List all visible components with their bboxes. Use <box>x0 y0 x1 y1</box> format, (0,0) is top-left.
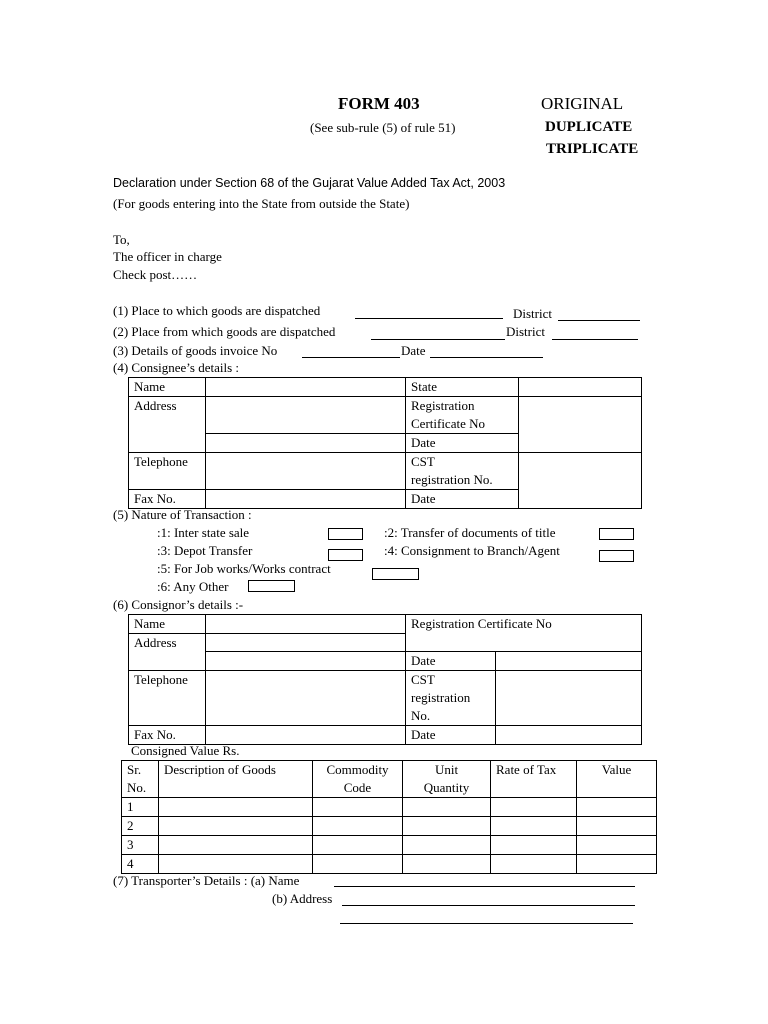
consignee-address-cell-2[interactable] <box>206 434 406 453</box>
consignee-address-cell-1[interactable] <box>206 397 406 434</box>
field-place-from-district-blank[interactable] <box>552 339 638 340</box>
consignee-cst-cell[interactable] <box>519 453 642 509</box>
consignee-telephone-label: Telephone <box>129 453 206 490</box>
consignee-name-cell[interactable] <box>206 378 406 397</box>
goods-cell[interactable] <box>577 855 657 874</box>
table-row <box>122 855 657 874</box>
table-row <box>122 798 657 817</box>
consignee-telephone-cell[interactable] <box>206 453 406 490</box>
goods-cell[interactable] <box>403 798 491 817</box>
address-officer: The officer in charge <box>113 249 222 264</box>
goods-cell[interactable] <box>159 855 313 874</box>
goods-header-description: Description of Goods <box>159 761 313 798</box>
transaction-option-1-checkbox[interactable] <box>328 528 363 540</box>
consignee-name-label: Name <box>129 378 206 397</box>
field-invoice-date-blank[interactable] <box>430 357 543 358</box>
sub-rule-reference: (See sub-rule (5) of rule 51) <box>310 120 456 135</box>
transporter-name-blank[interactable] <box>334 886 635 887</box>
field-place-to-district-label: District <box>513 306 552 321</box>
field-place-to-label: (1) Place to which goods are dispatched <box>113 303 321 318</box>
goods-table <box>121 760 657 874</box>
transporter-name-label: (7) Transporter’s Details : (a) Name <box>113 873 300 888</box>
goods-cell[interactable] <box>403 836 491 855</box>
goods-cell[interactable] <box>491 798 577 817</box>
consignor-telephone-cell[interactable] <box>206 671 406 726</box>
goods-cell[interactable] <box>313 836 403 855</box>
address-to: To, <box>113 232 130 247</box>
transporter-address-label: (b) Address <box>272 891 333 906</box>
table-row <box>122 836 657 855</box>
consignor-fax-label: Fax No. <box>129 726 206 745</box>
transaction-option-3-label: :3: Depot Transfer <box>157 543 253 558</box>
consignor-date-label-2: Date <box>406 726 496 745</box>
consignor-address-label: Address <box>129 634 206 671</box>
consignor-table <box>128 614 642 745</box>
goods-header-unit: Unit Quantity <box>403 761 491 798</box>
goods-cell[interactable] <box>491 855 577 874</box>
consignee-date-label-1: Date <box>406 434 519 453</box>
goods-row-number: 1 <box>122 798 159 817</box>
goods-cell[interactable] <box>577 836 657 855</box>
consignor-reg-cert-label[interactable]: Registration Certificate No <box>406 615 642 652</box>
transaction-option-4-checkbox[interactable] <box>599 550 634 562</box>
field-invoice-blank[interactable] <box>302 357 400 358</box>
goods-cell[interactable] <box>159 817 313 836</box>
field-place-to-blank[interactable] <box>355 318 503 319</box>
goods-header-sr: Sr. No. <box>122 761 159 798</box>
goods-cell[interactable] <box>577 798 657 817</box>
goods-cell[interactable] <box>313 817 403 836</box>
transaction-option-3-checkbox[interactable] <box>328 549 363 561</box>
copy-label-duplicate: DUPLICATE <box>545 119 633 135</box>
consignee-reg-cert-cell[interactable] <box>519 397 642 453</box>
consignee-address-label: Address <box>129 397 206 453</box>
consignor-name-cell[interactable] <box>206 615 406 634</box>
consignee-state-cell[interactable] <box>519 378 642 397</box>
transporter-address-blank-2[interactable] <box>340 923 633 924</box>
field-place-from-district-label: District <box>506 324 545 339</box>
goods-header-rate: Rate of Tax <box>491 761 577 798</box>
consignee-cst-label: CST registration No. <box>406 453 519 490</box>
consignor-date-cell-1[interactable] <box>496 652 642 671</box>
consignor-cst-label: CST registration No. <box>406 671 496 726</box>
table-row <box>122 817 657 836</box>
consignee-heading: (4) Consignee’s details : <box>113 360 240 375</box>
transaction-option-2-checkbox[interactable] <box>599 528 634 540</box>
transaction-heading: (5) Nature of Transaction : <box>113 507 252 522</box>
consignor-heading: (6) Consignor’s details :- <box>113 597 244 612</box>
field-invoice-date-label: Date <box>401 343 426 358</box>
transaction-option-5-checkbox[interactable] <box>372 568 419 580</box>
address-check-post: Check post…… <box>113 267 198 282</box>
consignor-fax-cell[interactable] <box>206 726 406 745</box>
consignee-date-label-2: Date <box>406 490 519 509</box>
consignee-state-label: State <box>406 378 519 397</box>
field-place-from-blank[interactable] <box>371 339 505 340</box>
goods-header-commodity: Commodity Code <box>313 761 403 798</box>
goods-cell[interactable] <box>159 798 313 817</box>
consignor-telephone-label: Telephone <box>129 671 206 726</box>
declaration-line: Declaration under Section 68 of the Gujarat Value Added Tax Act, 2003 <box>113 176 506 190</box>
transaction-option-1-label: :1: Inter state sale <box>157 525 250 540</box>
copy-label-original: ORIGINAL <box>541 94 624 113</box>
consignor-address-cell-2[interactable] <box>206 652 406 671</box>
transaction-option-6-label: :6: Any Other <box>157 579 229 594</box>
transporter-address-blank-1[interactable] <box>342 905 635 906</box>
consignee-reg-cert-label: Registration Certificate No <box>406 397 519 434</box>
declaration-scope: (For goods entering into the State from outside the State) <box>113 196 410 211</box>
goods-cell[interactable] <box>313 798 403 817</box>
goods-header-value: Value <box>577 761 657 798</box>
goods-row-number: 3 <box>122 836 159 855</box>
transaction-option-5-label: :5: For Job works/Works contract <box>157 561 331 576</box>
copy-label-triplicate: TRIPLICATE <box>546 141 639 157</box>
consignor-date-label-1: Date <box>406 652 496 671</box>
goods-row-number: 4 <box>122 855 159 874</box>
goods-cell[interactable] <box>159 836 313 855</box>
goods-cell[interactable] <box>577 817 657 836</box>
consignor-date-cell-2[interactable] <box>496 726 642 745</box>
goods-row-number: 2 <box>122 817 159 836</box>
goods-cell[interactable] <box>403 855 491 874</box>
consignor-address-cell-1[interactable] <box>206 634 406 652</box>
consignee-fax-cell[interactable] <box>206 490 406 509</box>
field-invoice-label: (3) Details of goods invoice No <box>113 343 278 358</box>
goods-cell[interactable] <box>403 817 491 836</box>
field-place-from-label: (2) Place from which goods are dispatched <box>113 324 336 339</box>
goods-cell[interactable] <box>491 817 577 836</box>
consignor-name-label: Name <box>129 615 206 634</box>
consignee-fax-label: Fax No. <box>129 490 206 509</box>
goods-cell[interactable] <box>313 855 403 874</box>
transaction-option-2-label: :2: Transfer of documents of title <box>384 525 556 540</box>
transaction-option-6-checkbox[interactable] <box>248 580 295 592</box>
transaction-option-4-label: :4: Consignment to Branch/Agent <box>384 543 560 558</box>
field-place-to-district-blank[interactable] <box>558 320 640 321</box>
goods-cell[interactable] <box>491 836 577 855</box>
consignee-table <box>128 377 642 509</box>
consignor-cst-cell[interactable] <box>496 671 642 726</box>
form-title: FORM 403 <box>338 94 420 113</box>
consigned-value-label: Consigned Value Rs. <box>131 743 240 758</box>
